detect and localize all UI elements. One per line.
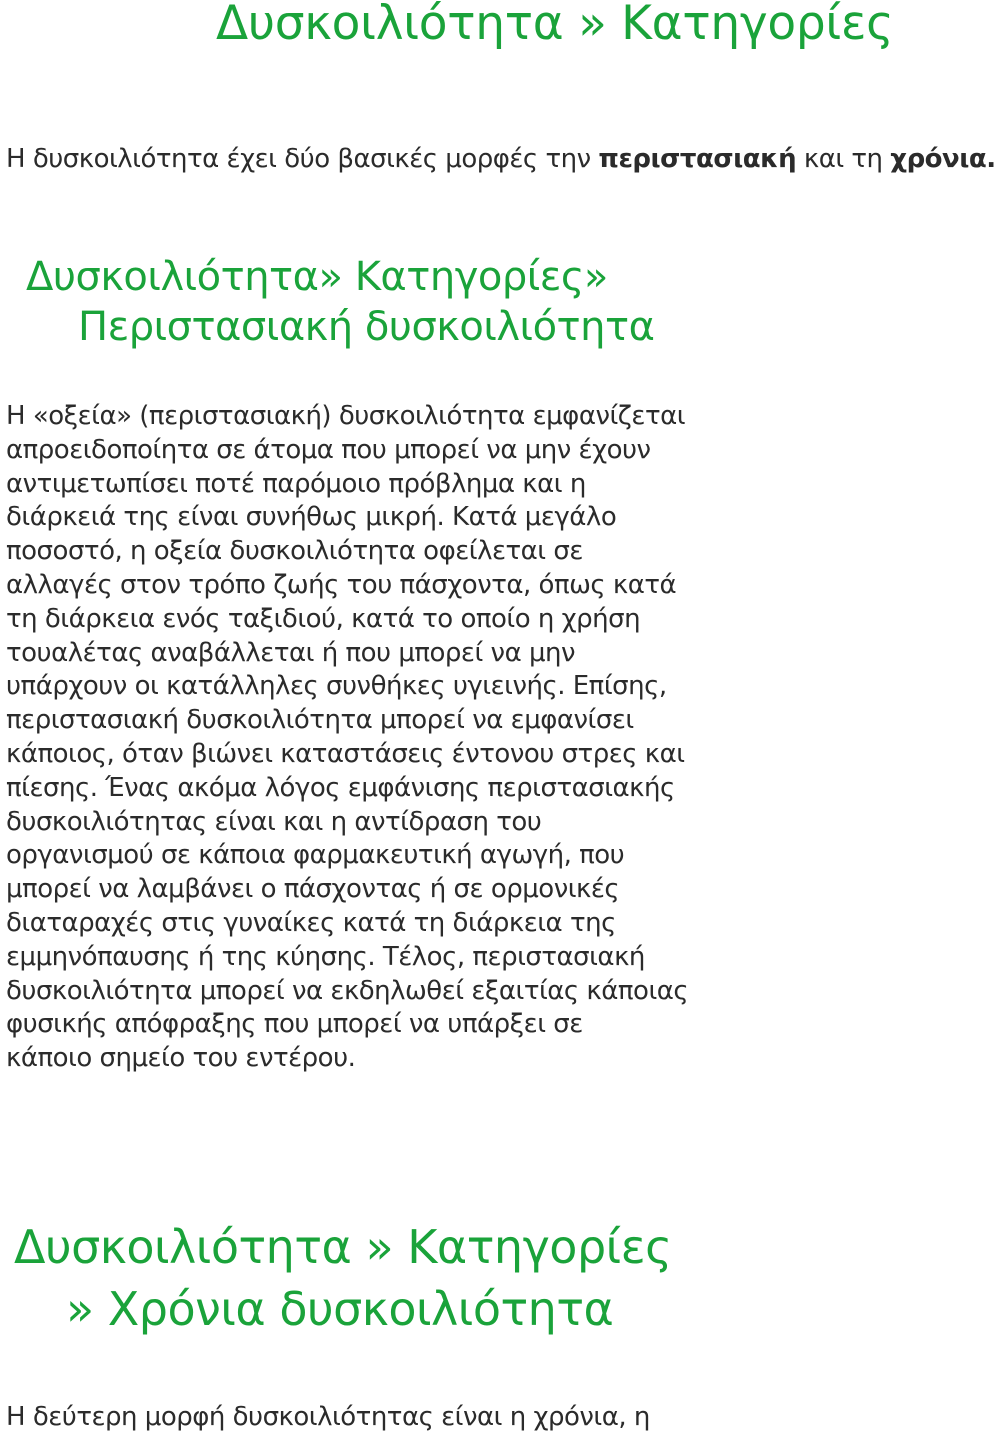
intro-paragraph bbox=[6, 142, 996, 176]
paragraph-line: ποσοστό, η οξεία δυσκοιλιότητα οφείλεται σε bbox=[6, 536, 583, 567]
paragraph-line: τη διάρκεια ενός ταξιδιού, κατά το οποίο η χρήση bbox=[6, 603, 641, 634]
intro-prefix: Η δυσκοιλιότητα έχει δύο βασικές μορφές την bbox=[6, 144, 599, 174]
paragraph-line: αλλαγές στον τρόπο ζωής του πάσχοντα, όπως κατά bbox=[6, 569, 677, 600]
paragraph-line: διαταραχές στις γυναίκες κατά τη διάρκεια της bbox=[6, 907, 616, 938]
paragraph-line: δυσκοιλιότητας είναι και η αντίδραση του bbox=[6, 806, 542, 837]
paragraph-line: υπάρχουν οι κατάλληλες συνθήκες υγιεινής. Επίσης, bbox=[6, 671, 667, 702]
paragraph-line: κάποιο σημείο του εντέρου. bbox=[6, 1043, 356, 1074]
paragraph-line: εμμηνόπαυσης ή της κύησης. Τέλος, περιστασιακή bbox=[6, 941, 645, 972]
paragraph-line: δυσκοιλιότητα μπορεί να εκδηλωθεί εξαιτίας κάποιας bbox=[6, 975, 689, 1006]
page-title: Δυσκοιλιότητα » Κατηγορίες bbox=[216, 0, 894, 51]
paragraph-line: κάποιος, όταν βιώνει καταστάσεις έντονου στρες και bbox=[6, 738, 685, 769]
paragraph-line: μπορεί να λαμβάνει ο πάσχοντας ή σε ορμονικές bbox=[6, 874, 620, 905]
paragraph-line: φυσικής απόφραξης που μπορεί να υπάρξει σε bbox=[6, 1009, 583, 1040]
paragraph-line: περιστασιακή δυσκοιλιότητα μπορεί να εμφανίσει bbox=[6, 705, 634, 736]
section-heading-acute bbox=[26, 252, 654, 352]
intro-bold-occasional: περιστασιακή bbox=[598, 144, 797, 174]
paragraph-line: πίεσης. Ένας ακόμα λόγος εμφάνισης περιστασιακής bbox=[6, 772, 675, 803]
paragraph-line: Η «οξεία» (περιστασιακή) δυσκοιλιότητα εμφανίζεται bbox=[6, 401, 686, 431]
paragraph-line: οργανισμού σε κάποια φαρμακευτική αγωγή, που bbox=[6, 840, 625, 871]
paragraph-line: απροειδοποίητα σε άτομα που μπορεί να μην έχουν bbox=[6, 434, 651, 465]
section-heading-acute-line2: Περιστασιακή δυσκοιλιότητα bbox=[78, 304, 655, 350]
section-heading-acute-line1: Δυσκοιλιότητα» Κατηγορίες» bbox=[26, 254, 608, 300]
paragraph-line: διάρκειά της είναι συνήθως μικρή. Κατά μεγάλο bbox=[6, 502, 617, 533]
section-heading-chronic-line2: » Χρόνια δυσκοιλιότητα bbox=[66, 1282, 614, 1336]
section-heading-chronic-line1: Δυσκοιλιότητα » Κατηγορίες bbox=[14, 1220, 672, 1274]
intro-middle: και τη bbox=[796, 144, 891, 174]
intro-bold-chronic: χρόνια. bbox=[890, 144, 996, 174]
chronic-paragraph: Η δεύτερη μορφή δυσκοιλιότητας είναι η χρόνια, η bbox=[6, 1402, 650, 1432]
acute-paragraph bbox=[6, 400, 956, 1076]
paragraph-line: τουαλέτας αναβάλλεται ή που μπορεί να μην bbox=[6, 637, 576, 668]
paragraph-line: αντιμετωπίσει ποτέ παρόμοιο πρόβλημα και η bbox=[6, 468, 586, 499]
section-heading-chronic bbox=[14, 1216, 672, 1340]
